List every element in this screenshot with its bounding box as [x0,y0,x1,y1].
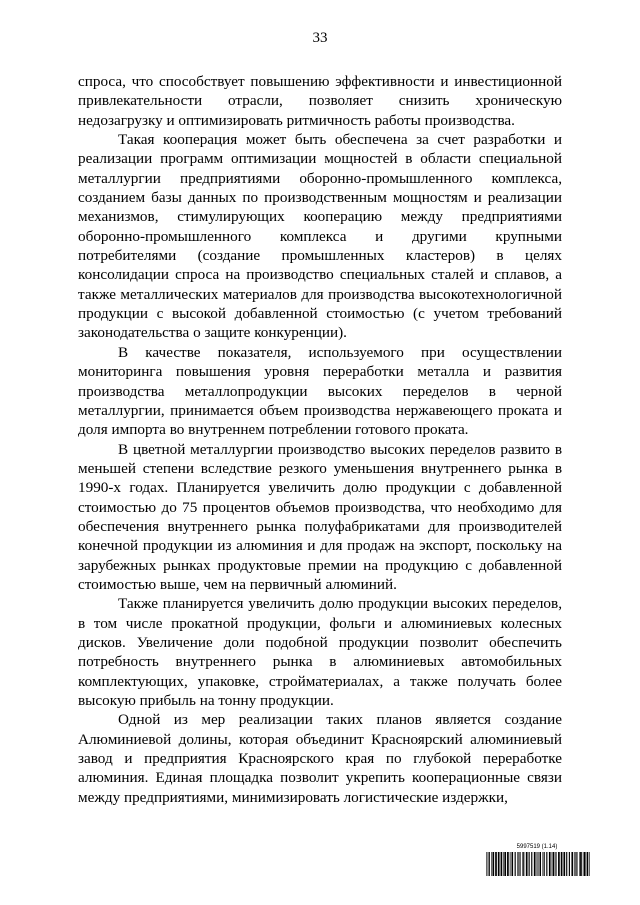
barcode-bar [558,852,560,876]
barcode-bar [587,852,589,876]
barcode-bar [539,852,540,876]
barcode-bar [575,852,576,876]
barcode-bar [504,852,506,876]
body-text [78,72,562,807]
barcode-bar [576,852,577,876]
barcode-bar [540,852,541,876]
paragraph: В цветной металлургии производство высоких переделов развито в меньшей степени вследствие резкого уменьшения внутреннего рынка в 1990-х годах. Планируется увеличить долю продукции с добавленной стоимостью до 75 процентов объемов производства, что необходимо для обеспечения внутреннего рынка полуфабрикатами для производителей конечной продукции из алюминия и для продаж на экспорт, поскольку на зарубежных рынках продуктовые премии на продукцию с добавленной стоимостью выше, чем на первичный алюминий. [78,440,562,593]
barcode-bar [526,852,528,876]
barcode-bar [537,852,538,876]
barcode-bar [518,852,519,876]
barcode-bar [486,852,487,876]
paragraph: спроса, что способствует повышению эффективности и инвестиционной привлекательности отрасли, позволяет снизить хроническую недозагрузку и оптимизировать ритмичность работы производства. [78,73,562,129]
barcode-bar [553,852,555,876]
barcode-bar [492,852,494,876]
barcode-bar [563,852,565,876]
barcode-bar [549,852,551,876]
barcode-bar [583,852,584,876]
barcode-bar [510,852,511,876]
barcode-bar [512,852,513,876]
barcode-bar [566,852,567,876]
barcode-bar [511,852,512,876]
barcode-bar [569,852,570,876]
barcode-bar [517,852,518,876]
barcode-bar [531,852,532,876]
barcode-bar [501,852,503,876]
barcode-bar [495,852,497,876]
page-number: 33 [312,30,328,46]
barcode-bar [491,852,492,876]
barcode-bar [543,852,544,876]
barcode-bar [589,852,590,876]
barcode-bar [498,852,500,876]
barcode-bar [519,852,520,876]
paragraph: Также планируется увеличить долю продукции высоких переделов, в том числе прокатной продукции, фольги и алюминиевых колесных дисков. Увеличение доли подобной продукции позволит обеспечить потребность внутреннего рынка в алюминиевых автомобильных комплектующих, упаковке, стройматериалах, а также получать более высокую прибыль на тонну продукции. [78,595,562,709]
barcode-bar [529,852,530,876]
barcode-bar [522,852,523,876]
barcode-bar [584,852,586,876]
barcode-bar [523,852,524,876]
barcode-bar [552,852,553,876]
paragraph: В качестве показателя, используемого при осуществлении мониторинга повышения уровня переработки металла и развития производства металлопродукции высоких переделов в черной металлургии, принимается объем производства нержавеющего проката и доля импорта во внутреннем потреблении готового проката. [78,343,562,439]
barcode-bar [544,852,545,876]
barcode-bar [503,852,504,876]
barcode-bar [534,852,536,876]
barcode-bar [571,852,573,876]
barcode-bar [515,852,516,876]
paragraph: Такая кооперация может быть обеспечена за счет разработки и реализации программ оптимизации мощностей в области специальной металлургии предприятиями оборонно-промышленного комплекса, созданием базы данных по производственным мощностям и реализации механизмов, стимулирующих кооперацию между предприятиями оборонно-промышленного комплекса и другими крупными потребителями (создание промышленных кластеров) в целях консолидации спроса на производство специальных сталей и сплавов, а также металлических материалов для производства высокотехнологичной продукции с высокой добавленной стоимостью (с учетом требований законодательства о защите конкуренции). [78,131,562,342]
barcode-bar [488,852,489,876]
barcode-bar [580,852,582,876]
barcode [486,852,590,876]
barcode-bar [538,852,539,876]
document-code: 5997519 (1.14) [516,844,558,850]
barcode-bar [579,852,580,876]
paragraph: Одной из мер реализации таких планов является создание Алюминиевой долины, которая объединит Красноярский алюминиевый завод и предприятия Красноярского края по глубокой переработке алюминия. Единая площадка позволит укрепить кооперационные связи между предприятиями, минимизировать логистические издержки, [78,711,562,806]
barcode-bar [561,852,563,876]
barcode-bar [507,852,509,876]
barcode-bar [555,852,556,876]
barcode-bar [489,852,490,876]
barcode-bar [546,852,547,876]
barcode-bar [574,852,575,876]
